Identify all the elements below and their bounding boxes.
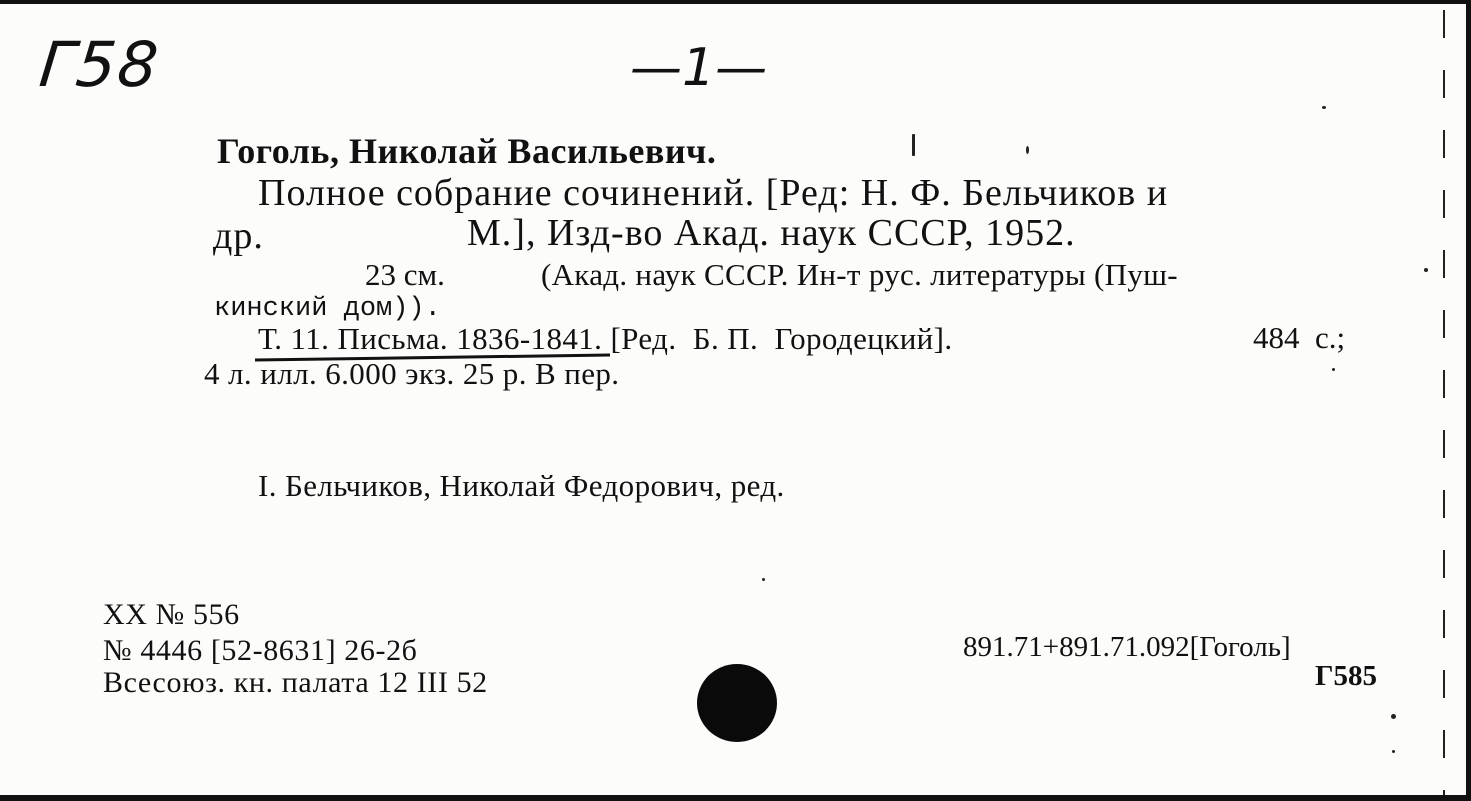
handwritten-code: Г58 (36, 28, 164, 101)
card-right-edge (1466, 0, 1471, 801)
series-statement: (Акад. наук СССР. Ин-т рус. литературы (Пуш- (541, 257, 1178, 292)
card-bottom-edge (0, 795, 1471, 801)
ink-speck (1026, 146, 1029, 154)
title-line-2-left: др. (213, 215, 264, 257)
registry-line-3: Всесоюз. кн. палата 12 III 52 (103, 666, 488, 699)
author-heading: Гоголь, Николай Васильевич. (217, 131, 717, 171)
call-number: Г585 (1315, 660, 1377, 692)
volume-pages: 484 с.; (1253, 320, 1346, 355)
ink-mark (912, 134, 915, 156)
series-statement-cont: кинский дом)). (214, 294, 441, 324)
card-top-edge (0, 0, 1471, 4)
handwritten-page-number: —1— (630, 38, 768, 98)
ink-speck (1332, 368, 1335, 371)
physical-size: 23 см. (365, 257, 445, 292)
ink-speck (762, 578, 765, 581)
volume-line-1: Т. 11. Письма. 1836-1841. [Ред. Б. П. Городецкий]. (258, 321, 953, 356)
card-right-border-dashes (1443, 10, 1445, 795)
title-line-1: Полное собрание сочинений. [Ред: Н. Ф. Бельчиков и (258, 172, 1169, 214)
classification-number: 891.71+891.71.092[Гоголь] (963, 631, 1291, 663)
added-entry: I. Бельчиков, Николай Федорович, ред. (258, 468, 785, 503)
registry-line-1: XX № 556 (103, 598, 240, 631)
ink-speck (1424, 268, 1428, 272)
ink-speck (1322, 106, 1326, 109)
punch-hole (697, 664, 777, 742)
volume-line-2: 4 л. илл. 6.000 экз. 25 р. В пер. (204, 356, 620, 391)
registry-line-2: № 4446 [52-8631] 26-2б (103, 634, 418, 667)
ink-speck (1391, 714, 1396, 719)
ink-speck (1392, 750, 1395, 753)
title-line-2-right: М.], Изд-во Акад. наук СССР, 1952. (467, 212, 1076, 254)
